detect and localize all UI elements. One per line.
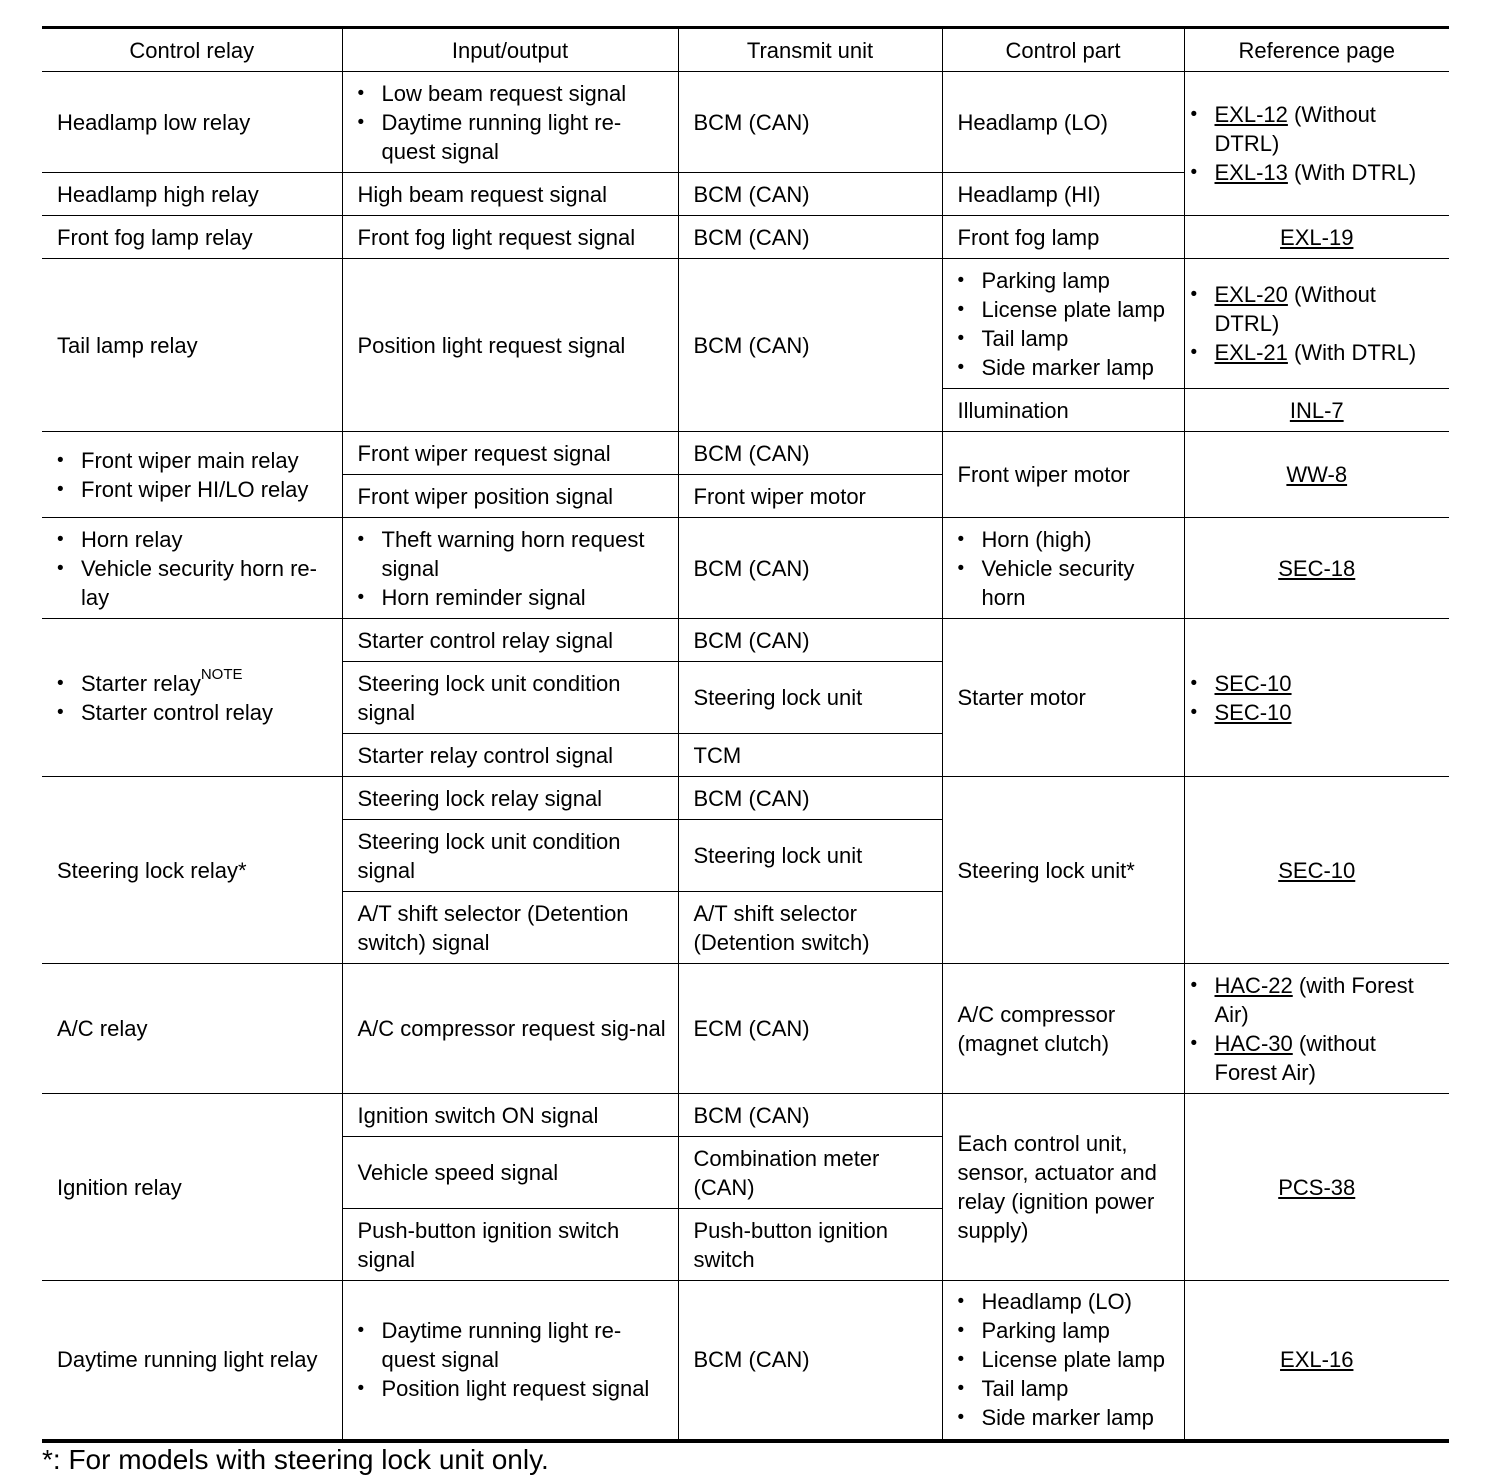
relay-cell: Steering lock relay* xyxy=(42,777,342,964)
control-part-cell: A/C compressor (magnet clutch) xyxy=(942,964,1184,1094)
io-cell: Ignition switch ON signal xyxy=(342,1094,678,1137)
starter-relay-label: Starter relay xyxy=(81,670,201,696)
reference-link[interactable]: EXL-21 xyxy=(1214,340,1288,365)
header-reference-page: Reference page xyxy=(1184,28,1449,72)
list-item xyxy=(1191,669,1444,698)
table-row xyxy=(42,72,1449,173)
table-row xyxy=(42,432,1449,475)
list-item: • License plate lamp xyxy=(958,295,1178,324)
reference-cell xyxy=(1184,389,1449,432)
control-part-cell: Starter motor xyxy=(942,619,1184,777)
reference-note: (without Forest Air) xyxy=(1214,1030,1376,1085)
transmit-unit-cell: BCM (CAN) xyxy=(678,72,942,173)
transmit-unit-cell: BCM (CAN) xyxy=(678,1281,942,1441)
relay-cell: Headlamp high relay xyxy=(42,173,342,216)
transmit-unit-cell: BCM (CAN) xyxy=(678,777,942,820)
reference-link[interactable]: SEC-18 xyxy=(1278,555,1356,581)
reference-link[interactable]: HAC-22 xyxy=(1214,972,1293,998)
header-input-output: Input/output xyxy=(342,28,678,72)
transmit-unit-cell: Steering lock unit xyxy=(678,820,942,892)
header-control-relay: Control relay xyxy=(42,28,342,72)
reference-link[interactable]: SEC-10 xyxy=(1214,699,1292,725)
relay-cell xyxy=(42,619,342,777)
transmit-unit-cell: BCM (CAN) xyxy=(678,432,942,475)
io-cell: Position light request signal xyxy=(342,259,678,432)
list-item xyxy=(1191,698,1444,727)
note-superscript: NOTE xyxy=(200,666,243,684)
transmit-unit-cell: Front wiper motor xyxy=(678,475,942,518)
list-item: • Horn (high) xyxy=(958,525,1178,554)
io-cell: Push-button ignition switch signal xyxy=(342,1209,678,1281)
reference-note: (With DTRL) xyxy=(1287,340,1417,365)
reference-link[interactable]: WW-8 xyxy=(1286,462,1348,487)
relay-cell: Front fog lamp relay xyxy=(42,216,342,259)
transmit-unit-cell: TCM xyxy=(678,734,942,777)
control-part-cell: Headlamp (HI) xyxy=(942,173,1184,216)
table-row xyxy=(42,216,1449,259)
relay-cell: Tail lamp relay xyxy=(42,259,342,432)
relay-cell: Headlamp low relay xyxy=(42,72,342,173)
list-item: • Horn reminder signal xyxy=(358,583,672,612)
control-part-cell xyxy=(942,1281,1184,1441)
list-item: • Front wiper main relay xyxy=(57,446,336,475)
list-item xyxy=(1191,100,1444,158)
table-row xyxy=(42,518,1449,619)
reference-cell xyxy=(1184,432,1449,518)
reference-link[interactable]: EXL-16 xyxy=(1280,1347,1354,1373)
list-item: • Side marker lamp xyxy=(958,1403,1178,1432)
list-item: • License plate lamp xyxy=(958,1345,1178,1374)
list-item: • Starter control relay xyxy=(57,698,336,727)
transmit-unit-cell: ECM (CAN) xyxy=(678,964,942,1094)
control-part-cell xyxy=(942,259,1184,389)
control-relay-table xyxy=(42,26,1449,1443)
list-item xyxy=(1191,971,1444,1029)
io-cell: Vehicle speed signal xyxy=(342,1137,678,1209)
io-cell: Starter relay control signal xyxy=(342,734,678,777)
relay-cell: A/C relay xyxy=(42,964,342,1094)
relay-cell: Ignition relay xyxy=(42,1094,342,1281)
list-item: • Daytime running light re-quest signal xyxy=(358,108,672,166)
reference-link[interactable]: EXL-12 xyxy=(1214,102,1288,127)
header-transmit-unit: Transmit unit xyxy=(678,28,942,72)
transmit-unit-cell: BCM (CAN) xyxy=(678,619,942,662)
list-item xyxy=(1191,338,1444,367)
transmit-unit-cell: A/T shift selector (Detention switch) xyxy=(678,892,942,964)
table-header-row xyxy=(42,28,1449,72)
relay-cell xyxy=(42,518,342,619)
io-cell: Steering lock unit condition signal xyxy=(342,820,678,892)
io-cell: Starter control relay signal xyxy=(342,619,678,662)
footnote: *: For models with steering lock unit only. xyxy=(42,1444,549,1475)
list-item: • Parking lamp xyxy=(958,1316,1178,1345)
list-item: • Theft warning horn request signal xyxy=(358,525,672,583)
relay-cell xyxy=(42,432,342,518)
list-item: • Horn relay xyxy=(57,525,336,554)
list-item: • Front wiper HI/LO relay xyxy=(57,475,336,504)
list-item: • Tail lamp xyxy=(958,1374,1178,1403)
table-row xyxy=(42,777,1449,820)
reference-note: (with Forest Air) xyxy=(1214,972,1414,1027)
io-cell xyxy=(342,72,678,173)
list-item xyxy=(1191,280,1444,338)
reference-link[interactable]: EXL-20 xyxy=(1214,282,1288,307)
transmit-unit-cell: BCM (CAN) xyxy=(678,1094,942,1137)
transmit-unit-cell: Push-button ignition switch xyxy=(678,1209,942,1281)
reference-link[interactable]: SEC-10 xyxy=(1214,670,1292,696)
list-item xyxy=(1191,1029,1444,1087)
control-part-cell: Front fog lamp xyxy=(942,216,1184,259)
reference-link[interactable]: INL-7 xyxy=(1289,397,1344,423)
reference-cell xyxy=(1184,777,1449,964)
reference-link[interactable]: SEC-10 xyxy=(1278,857,1356,883)
relay-cell: Daytime running light relay xyxy=(42,1281,342,1441)
reference-cell xyxy=(1184,619,1449,777)
reference-note: (Without DTRL) xyxy=(1214,282,1376,336)
transmit-unit-cell: BCM (CAN) xyxy=(678,518,942,619)
header-control-part: Control part xyxy=(942,28,1184,72)
control-part-cell: Illumination xyxy=(942,389,1184,432)
reference-cell xyxy=(1184,259,1449,389)
reference-link[interactable]: PCS-38 xyxy=(1278,1174,1356,1200)
reference-cell xyxy=(1184,1281,1449,1441)
list-item: • Position light request signal xyxy=(358,1374,672,1403)
io-cell: Steering lock unit condition signal xyxy=(342,662,678,734)
list-item: • Parking lamp xyxy=(958,266,1178,295)
transmit-unit-cell: Combination meter (CAN) xyxy=(678,1137,942,1209)
list-item xyxy=(57,666,336,698)
table-row xyxy=(42,1281,1449,1441)
list-item: • Vehicle security horn re-lay xyxy=(57,554,336,612)
table-row xyxy=(42,619,1449,662)
transmit-unit-cell: Steering lock unit xyxy=(678,662,942,734)
io-cell: Front wiper request signal xyxy=(342,432,678,475)
table-row xyxy=(42,1094,1449,1137)
io-cell: A/C compressor request sig-nal xyxy=(342,964,678,1094)
list-item: • Vehicle security horn xyxy=(958,554,1178,612)
list-item: • Tail lamp xyxy=(958,324,1178,353)
reference-cell xyxy=(1184,216,1449,259)
reference-cell xyxy=(1184,964,1449,1094)
reference-link[interactable]: EXL-19 xyxy=(1280,224,1354,250)
reference-cell xyxy=(1184,72,1449,216)
reference-note: (Without DTRL) xyxy=(1214,102,1376,156)
transmit-unit-cell: BCM (CAN) xyxy=(678,259,942,432)
io-cell xyxy=(342,518,678,619)
io-cell: Steering lock relay signal xyxy=(342,777,678,820)
control-part-cell: Front wiper motor xyxy=(942,432,1184,518)
io-cell xyxy=(342,1281,678,1441)
list-item: • Low beam request signal xyxy=(358,79,672,108)
list-item: • Side marker lamp xyxy=(958,353,1178,382)
reference-cell xyxy=(1184,518,1449,619)
transmit-unit-cell: BCM (CAN) xyxy=(678,173,942,216)
table-row xyxy=(42,964,1449,1094)
control-part-cell: Headlamp (LO) xyxy=(942,72,1184,173)
control-part-cell: Each control unit, sensor, actuator and relay (ignition power supply) xyxy=(942,1094,1184,1281)
reference-cell xyxy=(1184,1094,1449,1281)
list-item xyxy=(1191,158,1444,187)
io-cell: Front wiper position signal xyxy=(342,475,678,518)
control-part-cell: Steering lock unit* xyxy=(942,777,1184,964)
reference-note: (With DTRL) xyxy=(1287,160,1417,185)
reference-link[interactable]: EXL-13 xyxy=(1214,160,1288,185)
io-cell: High beam request signal xyxy=(342,173,678,216)
io-cell: A/T shift selector (Detention switch) signal xyxy=(342,892,678,964)
list-item: • Headlamp (LO) xyxy=(958,1287,1178,1316)
list-item: • Daytime running light re-quest signal xyxy=(358,1316,672,1374)
reference-link[interactable]: HAC-30 xyxy=(1214,1030,1293,1056)
control-part-cell xyxy=(942,518,1184,619)
table-row xyxy=(42,259,1449,389)
io-cell: Front fog light request signal xyxy=(342,216,678,259)
transmit-unit-cell: BCM (CAN) xyxy=(678,216,942,259)
